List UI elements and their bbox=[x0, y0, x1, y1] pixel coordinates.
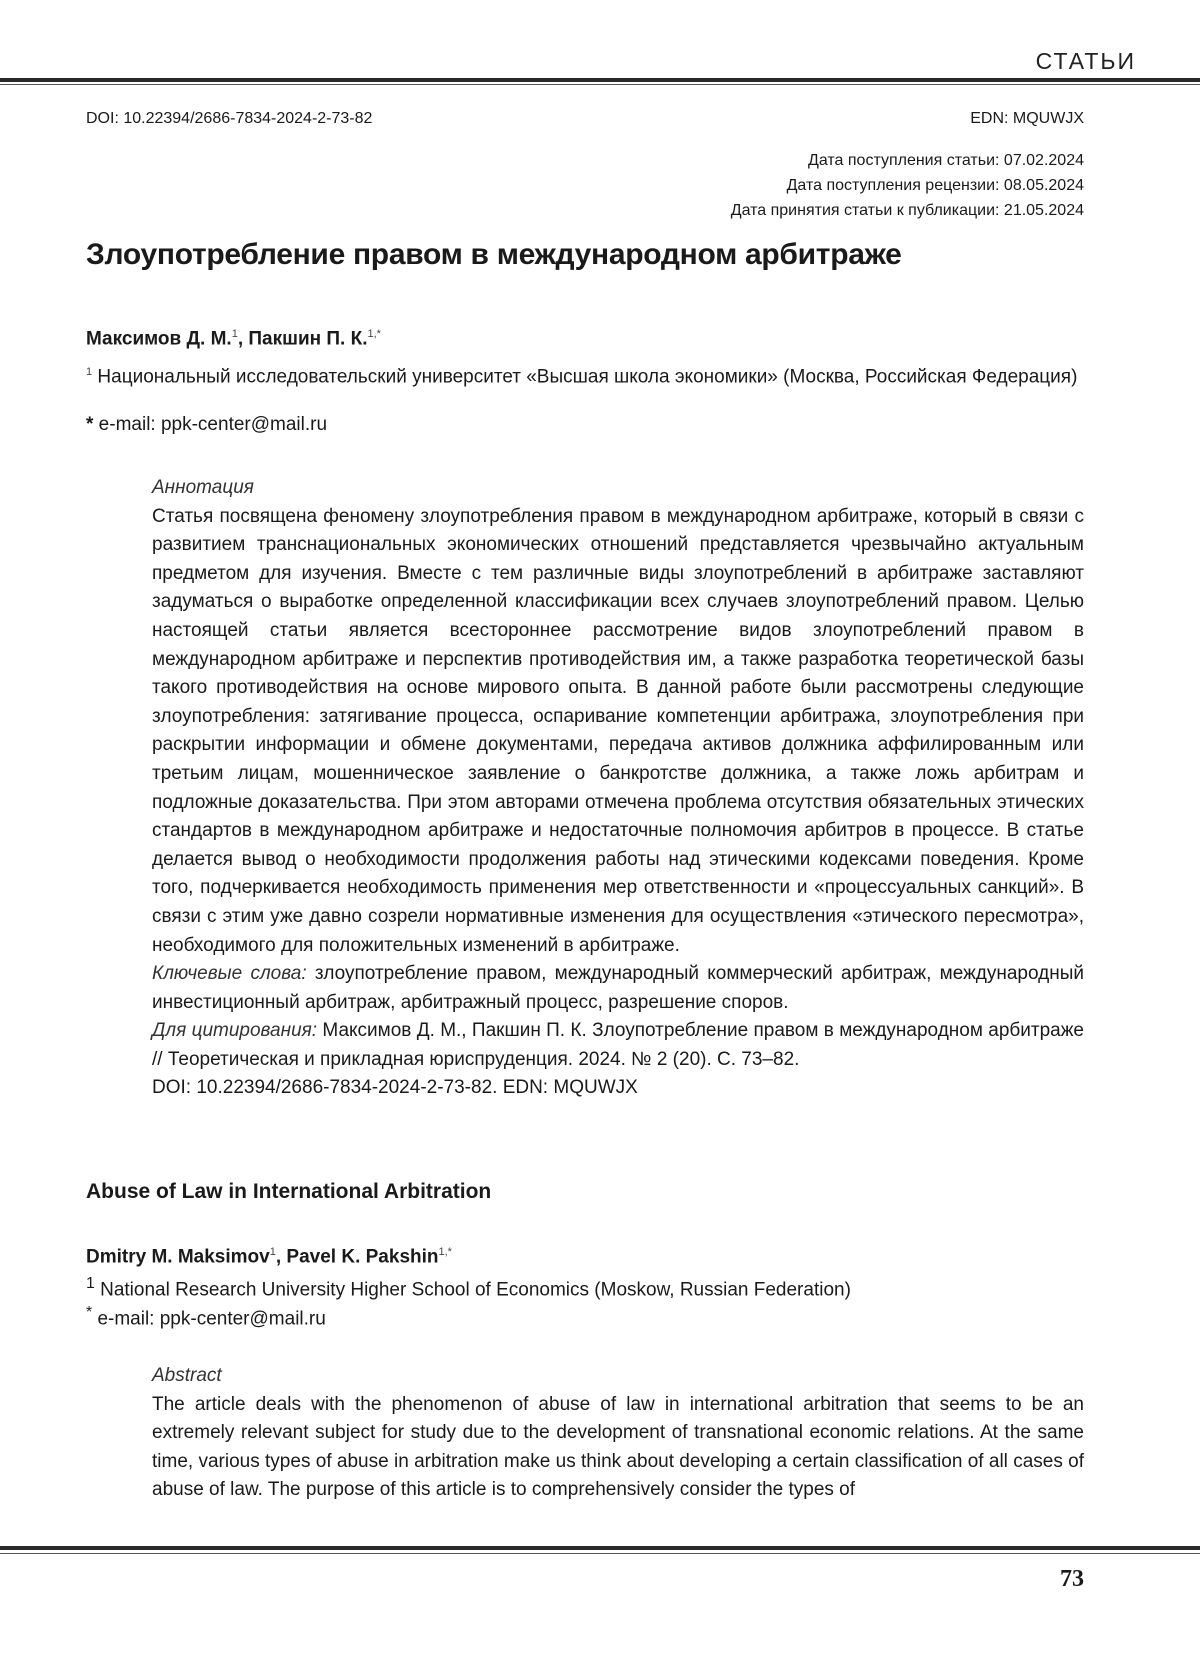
citation-ids: DOI: 10.22394/2686-7834-2024-2-73-82. EDN: MQUWJX bbox=[152, 1074, 1084, 1103]
abstract-label-ru: Аннотация bbox=[152, 474, 1084, 503]
authors-en bbox=[86, 1246, 452, 1268]
author-1-sup: 1 bbox=[232, 328, 238, 340]
citation-label: Для цитирования: bbox=[152, 1020, 317, 1041]
bottom-rule-thin bbox=[0, 1553, 1200, 1554]
article-title-ru: Злоупотребление правом в международном арбитраже bbox=[86, 238, 1086, 272]
top-rule bbox=[0, 78, 1200, 82]
abstract-text-en: The article deals with the phenomenon of abuse of law in international arbitration that seems to be an extremely relevant subject for study due to the development of transnational economic relations. At the same time, various types of abuse in arbitration make us think about developing a certain classification of all cases of abuse of law. The purpose of this article is to comprehensively consider the types of bbox=[152, 1391, 1084, 1505]
citation-text: Максимов Д. М., Пакшин П. К. Злоупотребление правом в международном арбитраже // Теоретическая и прикладная юриспруденция. 2024. № 2 (20). С. 73–82. bbox=[152, 1020, 1084, 1070]
doi: DOI: 10.22394/2686-7834-2024-2-73-82 bbox=[86, 110, 372, 128]
author-2: Пакшин П. К. bbox=[248, 328, 367, 349]
edn: EDN: MQUWJX bbox=[970, 110, 1084, 128]
email-en-text: e-mail: ppk-center@mail.ru bbox=[92, 1308, 326, 1329]
author-1: Максимов Д. М. bbox=[86, 328, 232, 349]
page-number: 73 bbox=[1060, 1566, 1084, 1593]
email-en bbox=[86, 1304, 326, 1330]
date-accepted: Дата принятия статьи к публикации: 21.05.2024 bbox=[484, 198, 1084, 223]
author-1-en-sup: 1 bbox=[270, 1246, 276, 1258]
affiliation-en-text: National Research University Higher School of Economics (Moskow, Russian Federation) bbox=[95, 1279, 851, 1300]
author-separator-en: , bbox=[276, 1246, 287, 1267]
affiliation-en-sup: 1 bbox=[86, 1275, 95, 1292]
identifier-row bbox=[86, 110, 1084, 128]
affiliation-sup: 1 bbox=[86, 366, 92, 378]
author-2-en-sup: 1,* bbox=[439, 1246, 452, 1258]
submission-dates bbox=[484, 148, 1084, 223]
abstract-text-ru: Статья посвящена феномену злоупотребления правом в международном арбитраже, который в связи с развитием транснациональных экономических отношений представляется чрезвычайно актуальным предметом для изучения. Вместе с тем различные виды злоупотреблений в арбитраже заставляют задуматься о выработке определенной классификации всех случаев злоупотреблений правом. Целью настоящей статьи является всестороннее рассмотрение видов злоупотреблений правом в международном арбитраже и перспектив противодействия им, а также разработка теоретической базы такого противодействия на основе мирового опыта. В данной работе были рассмотрены следующие злоупотребления: затягивание процесса, оспаривание компетенции арбитража, злоупотребления при раскрытии информации и обмене документами, передача активов должника аффилированным или третьим лицам, мошенническое заявление о банкротстве должника, а также ложь арбитрам и подложные доказательства. При этом авторами отмечена проблема отсутствия обязательных этических стандартов в международном арбитраже и недостаточные полномочия арбитров в процессе. В статье делается вывод о необходимости продолжения работы над этическими кодексами поведения. Кроме того, подчеркивается необходимость применения мер ответственности и «процессуальных санкций». В связи с этим уже давно созрели нормативные изменения для осуществления «этического пересмотра», необходимого для положительных изменений в арбитраже. bbox=[152, 503, 1084, 961]
author-separator: , bbox=[238, 328, 249, 349]
keywords-label: Ключевые слова: bbox=[152, 963, 307, 984]
email-mark: * bbox=[86, 414, 93, 435]
abstract-label-en: Abstract bbox=[152, 1362, 1084, 1391]
authors-ru bbox=[86, 328, 381, 350]
email-en-sup: * bbox=[86, 1304, 92, 1321]
affiliation-text: Национальный исследовательский университет «Высшая школа экономики» (Москва, Российская Федерация) bbox=[92, 366, 1077, 387]
keywords-ru bbox=[152, 960, 1084, 1017]
abstract-ru bbox=[152, 474, 1084, 1103]
citation-ru bbox=[152, 1017, 1084, 1074]
keywords-text: злоупотребление правом, международный коммерческий арбитраж, международный инвестиционный арбитраж, арбитражный процесс, разрешение споров. bbox=[152, 963, 1084, 1013]
abstract-en bbox=[152, 1362, 1084, 1505]
bottom-rule bbox=[0, 1546, 1200, 1550]
article-title-en: Abuse of Law in International Arbitration bbox=[86, 1180, 491, 1204]
section-label: СТАТЬИ bbox=[1036, 48, 1136, 75]
email-text: e-mail: ppk-center@mail.ru bbox=[93, 414, 327, 435]
date-reviewed: Дата поступления рецензии: 08.05.2024 bbox=[484, 173, 1084, 198]
author-1-en: Dmitry M. Maksimov bbox=[86, 1246, 270, 1267]
author-2-sup: 1,* bbox=[367, 328, 380, 340]
affiliation-ru bbox=[86, 358, 1084, 391]
author-2-en: Pavel K. Pakshin bbox=[286, 1246, 438, 1267]
date-received: Дата поступления статьи: 07.02.2024 bbox=[484, 148, 1084, 173]
affiliation-en bbox=[86, 1275, 851, 1301]
top-rule-thin bbox=[0, 84, 1200, 85]
email-ru bbox=[86, 414, 327, 436]
